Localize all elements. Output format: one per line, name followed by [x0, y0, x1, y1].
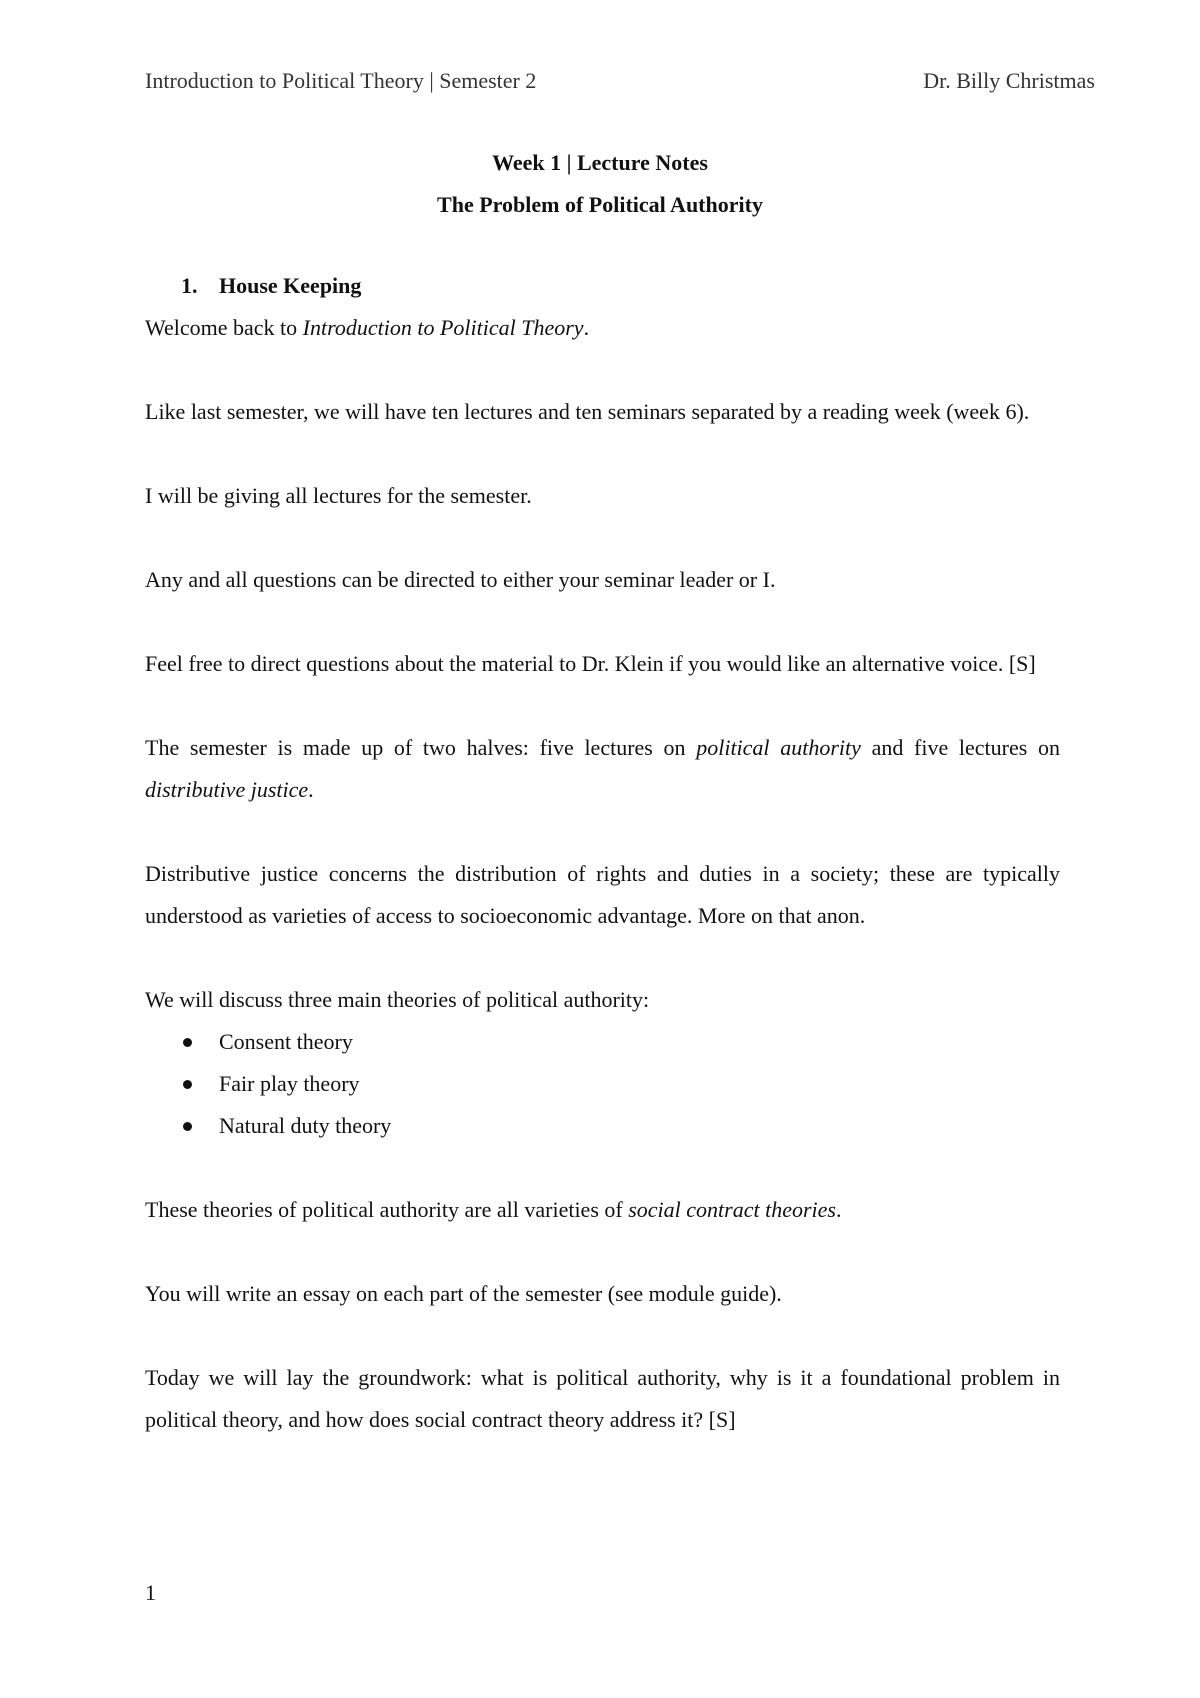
- lecture-title: Week 1 | Lecture Notes: [492, 150, 708, 175]
- paragraph-social-contract: [145, 1189, 1060, 1231]
- emphasis: political authority: [696, 735, 861, 760]
- text-run: The semester is made up of two halves: five lectures on: [145, 735, 697, 760]
- list-item-label: Consent theory: [219, 1029, 353, 1054]
- list-item: [145, 1063, 1060, 1105]
- paragraph-theories-intro: We will discuss three main theories of political authority:: [145, 987, 650, 1012]
- text-run: Welcome back to: [145, 315, 303, 340]
- emphasis: distributive justice: [145, 777, 309, 802]
- paragraph-distributive-justice: Distributive justice concerns the distribution of rights and duties in a society; these are typically understood as varieties of access to socioeconomic advantage. More on that anon.: [145, 861, 1060, 928]
- emphasis: social contract theories: [628, 1197, 836, 1222]
- text-run: .: [308, 777, 314, 802]
- author-name: Dr. Billy Christmas: [923, 68, 1095, 93]
- course-title: Introduction to Political Theory | Semester 2: [145, 68, 537, 93]
- paragraph-schedule: Like last semester, we will have ten lectures and ten seminars separated by a reading week (week 6).: [145, 399, 1030, 424]
- paragraph-semester-halves: [145, 727, 1060, 811]
- list-item: [145, 1105, 1060, 1147]
- page-header: [145, 68, 1095, 94]
- section-number: 1.: [181, 273, 198, 298]
- lecture-subtitle: The Problem of Political Authority: [437, 192, 763, 217]
- paragraph-lecturer: I will be giving all lectures for the semester.: [145, 483, 532, 508]
- bullet-icon: [183, 1122, 192, 1131]
- bullet-icon: [183, 1080, 192, 1089]
- emphasis: Introduction to Political Theory: [302, 315, 584, 340]
- document-body: [145, 265, 1060, 1483]
- theories-list: [145, 1021, 1060, 1147]
- page-number: 1: [145, 1580, 156, 1605]
- text-run: and five lectures on: [860, 735, 1060, 760]
- list-item: [145, 1021, 1060, 1063]
- text-run: .: [583, 315, 590, 340]
- title-block: [0, 142, 1200, 226]
- paragraph-welcome: [145, 307, 1060, 349]
- paragraph-alternative-voice: Feel free to direct questions about the material to Dr. Klein if you would like an alternative voice. [S]: [145, 651, 1036, 676]
- section-title: House Keeping: [219, 273, 362, 298]
- text-run: These theories of political authority are all varieties of: [145, 1197, 629, 1222]
- paragraph-essays: You will write an essay on each part of the semester (see module guide).: [145, 1281, 782, 1306]
- list-item-label: Fair play theory: [219, 1071, 360, 1096]
- bullet-icon: [183, 1038, 192, 1047]
- paragraph-questions: Any and all questions can be directed to either your seminar leader or I.: [145, 567, 776, 592]
- list-item-label: Natural duty theory: [219, 1113, 392, 1138]
- paragraph-groundwork: Today we will lay the groundwork: what is political authority, why is it a foundational problem in political theory, and how does social contract theory address it? [S]: [145, 1365, 1060, 1432]
- text-run: .: [835, 1197, 842, 1222]
- section-heading: [181, 265, 1060, 307]
